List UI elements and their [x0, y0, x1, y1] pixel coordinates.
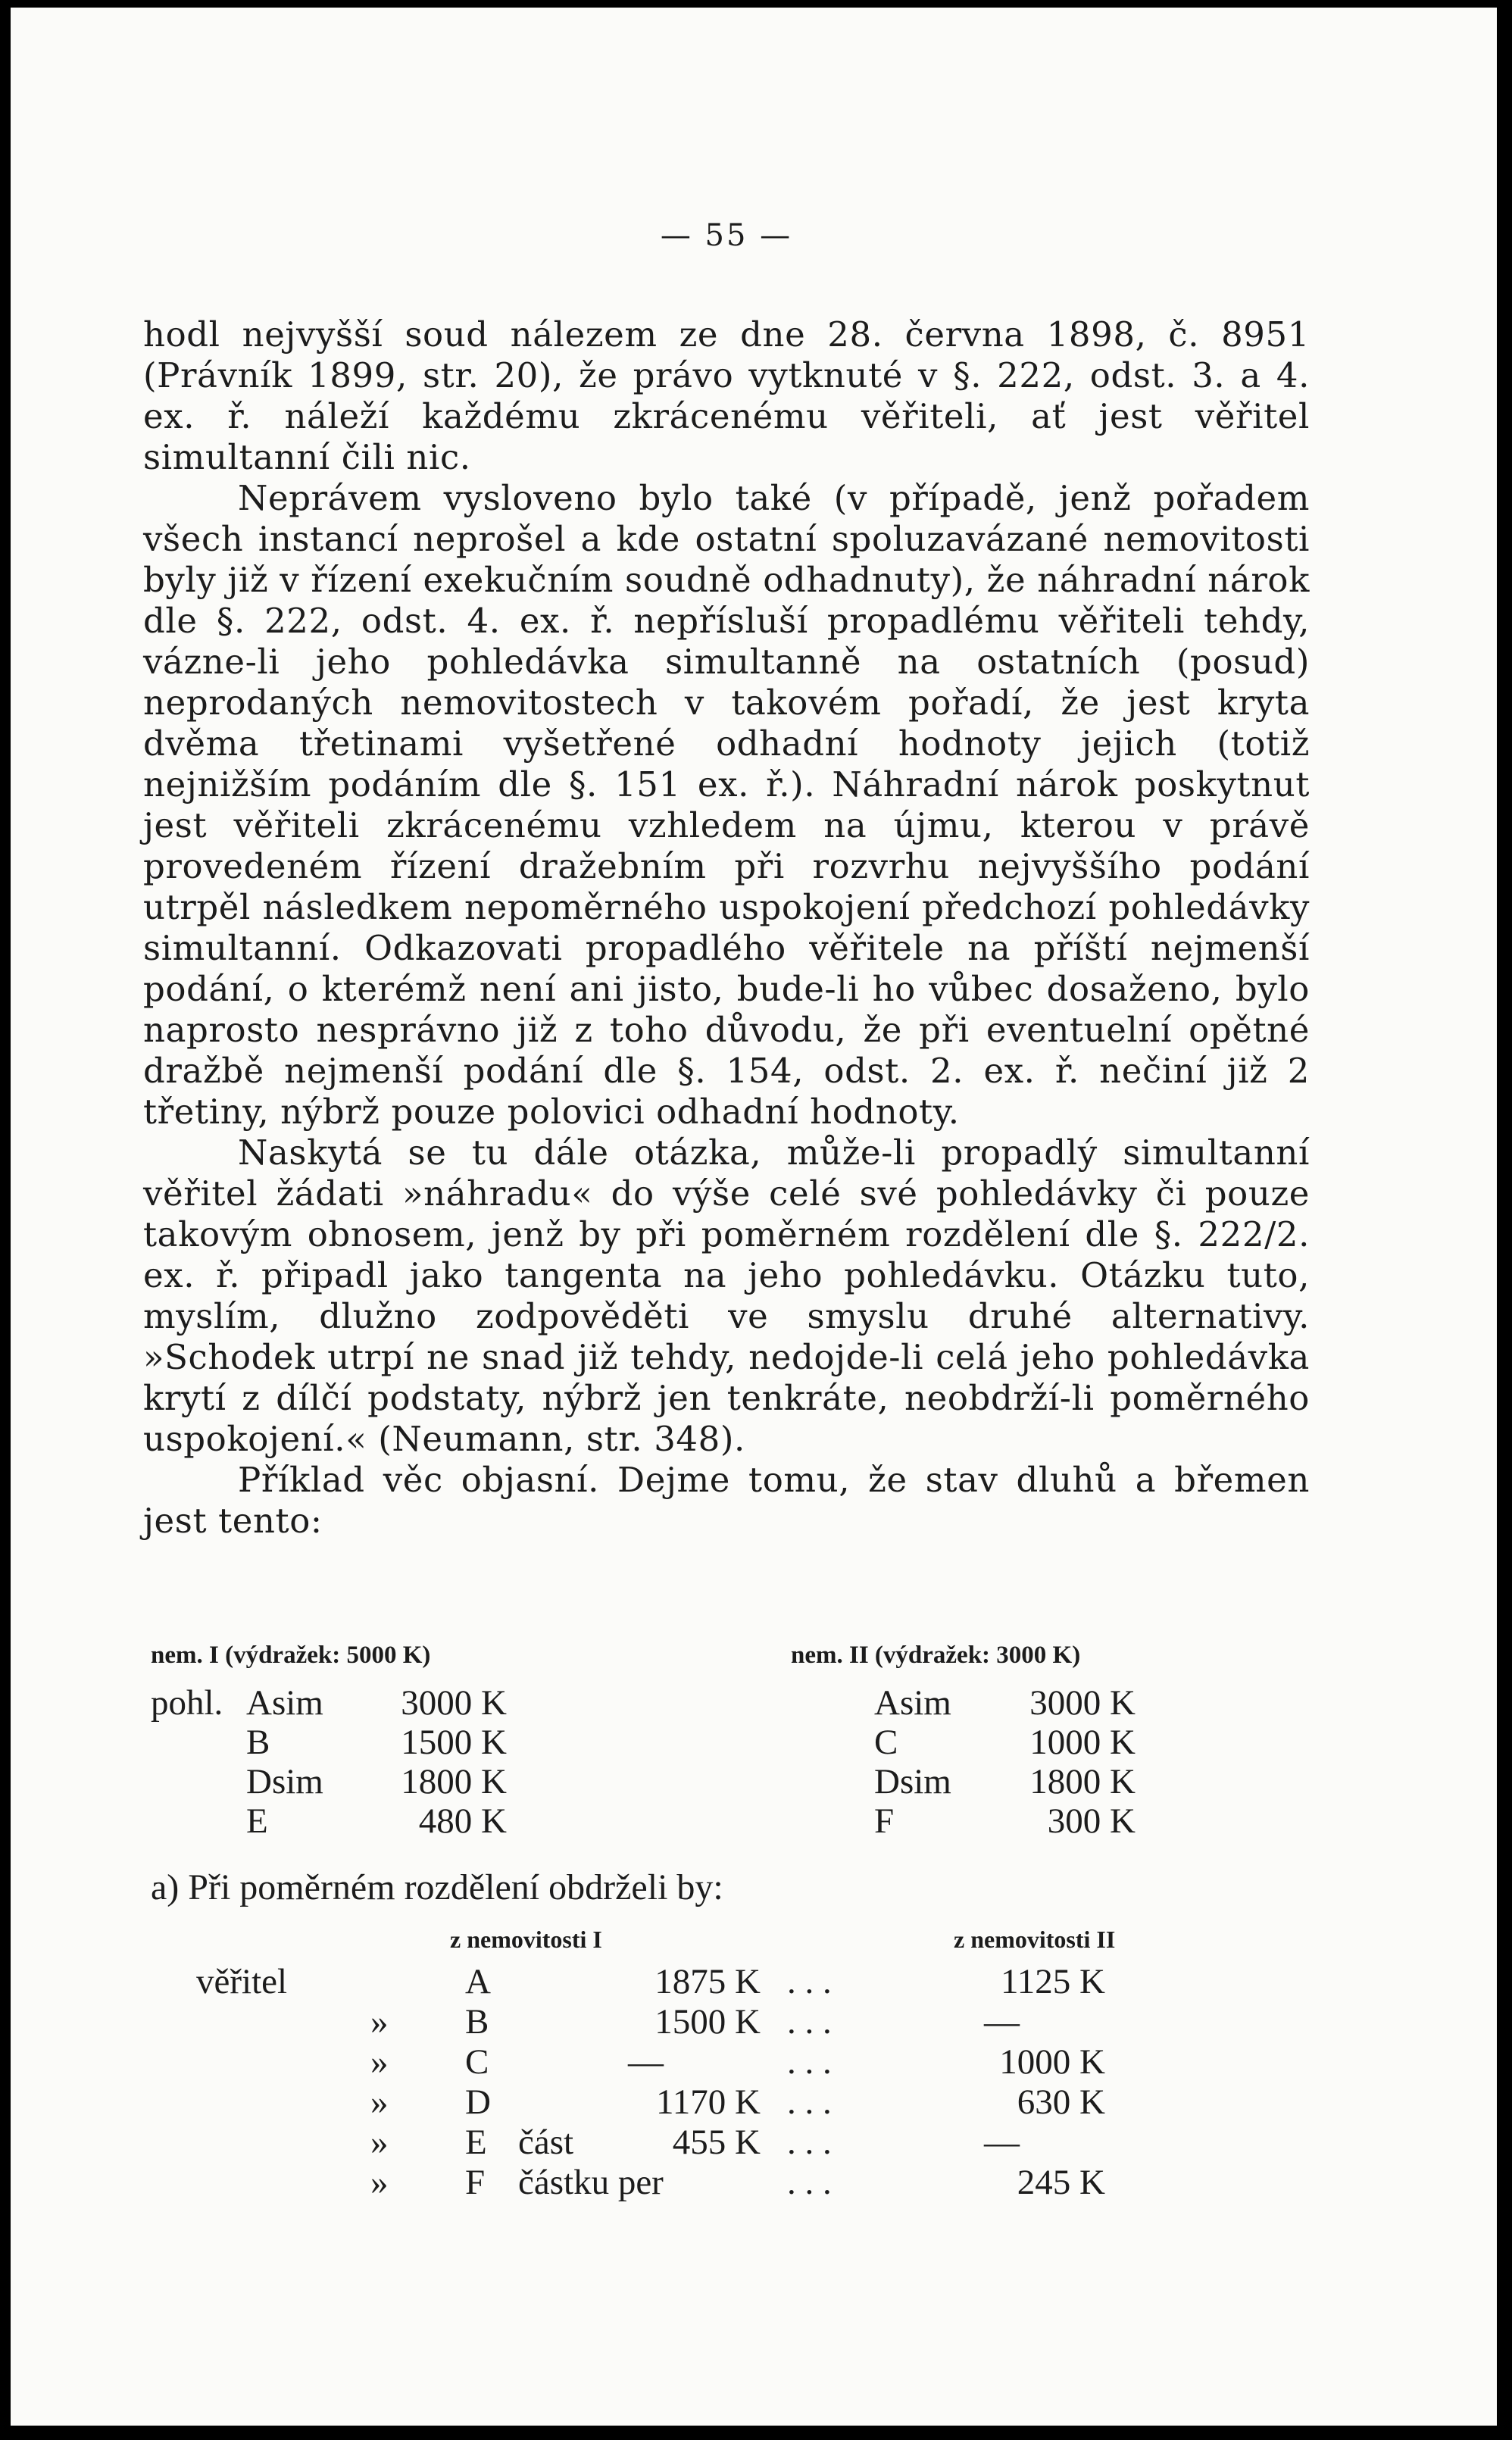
- table1-left-amount-2: 1500 K: [401, 1723, 507, 1762]
- row-e-amount2: —: [984, 2123, 1020, 2162]
- row-d-amount1: 1170 K: [656, 2082, 761, 2122]
- table1-left-name-4: E: [246, 1801, 268, 1841]
- row-b-letter: B: [465, 2002, 489, 2042]
- row-f-amount2: 245 K: [1017, 2163, 1105, 2202]
- table1-right-name-2: C: [874, 1723, 898, 1762]
- table1-left-header: nem. I (výdražek: 5000 K): [151, 1642, 431, 1669]
- row-a-amount2: 1125 K: [1001, 1962, 1105, 2001]
- row-c-prefix: »: [370, 2042, 389, 2082]
- row-b-prefix: »: [370, 2002, 389, 2042]
- row-d-letter: D: [465, 2082, 491, 2122]
- table1-left-amount-1: 3000 K: [401, 1683, 507, 1723]
- table1-left-name-2: B: [246, 1723, 270, 1762]
- paragraph-4: Příklad věc objasní. Dejme tomu, že stav dluhů a břemen jest tento:: [143, 1460, 1310, 1541]
- row-e-note: část: [518, 2123, 574, 2162]
- row-f-letter: F: [465, 2163, 486, 2202]
- row-e-dots: . . .: [787, 2123, 832, 2162]
- row-d-dots: . . .: [787, 2082, 832, 2122]
- row-f-note: částku per: [518, 2163, 664, 2202]
- table1-right-amount-1: 3000 K: [1029, 1683, 1136, 1723]
- table1-left-prefix: pohl.: [151, 1683, 223, 1723]
- table1-left-amount-3: 1800 K: [401, 1762, 507, 1801]
- paragraph-2: Neprávem vysloveno bylo také (v případě, jenž pořadem všech instancí neprošel a kde ostatní spoluzavázané nemovitosti byly již v řízení exekučním soudně odhadnuty), že náhradní nárok dle §. 222, odst. 4. ex. ř. nepřísluší propadlému věřiteli tehdy, vázne-li jeho pohledávka simultanně na ostatních (posud) neprodaných nemovitostech v takovém pořadí, že jest kryta dvěma třetinami vyšetřené odhadní hodnoty jejich (totiž nejnižším podáním dle §. 151 ex. ř.). Náhradní nárok poskytnut jest věřiteli zkrácenému vzhledem na újmu, kterou v právě provedeném řízení dražebním při rozvrhu nejvyššího podání utrpěl následkem nepoměrného uspokojení předchozí pohledávky simultanní. Odkazovati propadlého věřitele na příští nejmenší podání, o kterémž není ani jisto, bude-li ho vůbec dosaženo, bylo naprosto nesprávno již z toho důvodu, že při eventuelní opětné dražbě nejmenší podání dle §. 154, odst. 2. ex. ř. nečiní již 2 třetiny, nýbrž pouze polovici odhadní hodnoty.: [143, 478, 1310, 1132]
- row-a-letter: A: [465, 1962, 491, 2001]
- row-a-dots: . . .: [787, 1962, 832, 2001]
- section-a-title: a) Při poměrném rozdělení obdrželi by:: [151, 1867, 723, 1907]
- row-e-amount1: 455 K: [672, 2123, 761, 2162]
- table1-right-name-4: F: [874, 1801, 895, 1841]
- row-b-amount1: 1500 K: [654, 2002, 761, 2042]
- row-e-letter: E: [465, 2123, 487, 2162]
- paragraph-3: Naskytá se tu dále otázka, může-li propadlý simultanní věřitel žádati »náhradu« do výše celé své pohledávky či pouze takovým obnosem, jenž by při poměrném rozdělení dle §. 222/2. ex. ř. připadl jako tangenta na jeho pohledávku. Otázku tuto, myslím, dlužno zodpověděti ve smyslu druhé alternativy. »Schodek utrpí ne snad již tehdy, nedojde-li celá jeho pohledávka krytí z dílčí podstaty, nýbrž jen tenkráte, neobdrží-li poměrného uspokojení.« (Neumann, str. 348).: [143, 1133, 1310, 1459]
- table1-right-amount-4: 300 K: [1047, 1801, 1136, 1841]
- paragraph-1: hodl nejvyšší soud nálezem ze dne 28. června 1898, č. 8951 (Právník 1899, str. 20), že právo vytknuté v §. 222, odst. 3. a 4. ex. ř. náleží každému zkrácenému věřiteli, ať jest věřitel simultanní čili nic.: [143, 314, 1310, 477]
- row-f-dots: . . .: [787, 2163, 832, 2202]
- section-a-col1-header: z nemovitosti I: [450, 1926, 602, 1953]
- row-c-amount1: —: [628, 2042, 664, 2082]
- table1-right-name-3: Dsim: [874, 1762, 951, 1801]
- body-text: [143, 314, 1310, 1542]
- row-a-amount1: 1875 K: [654, 1962, 761, 2001]
- row-c-letter: C: [465, 2042, 489, 2082]
- table1-right-amount-2: 1000 K: [1029, 1723, 1136, 1762]
- row-d-amount2: 630 K: [1017, 2082, 1105, 2122]
- row-d-prefix: »: [370, 2082, 389, 2122]
- row-a-prefix: věřitel: [196, 1962, 288, 2001]
- table1-right-name-1: Asim: [874, 1683, 951, 1723]
- table1-right-amount-3: 1800 K: [1029, 1762, 1136, 1801]
- row-b-dots: . . .: [787, 2002, 832, 2042]
- page-number: — 55 —: [660, 218, 793, 253]
- row-c-dots: . . .: [787, 2042, 832, 2082]
- table1-left-name-3: Dsim: [246, 1762, 323, 1801]
- section-a-col2-header: z nemovitosti II: [954, 1926, 1116, 1953]
- row-e-prefix: »: [370, 2123, 389, 2162]
- table1-left-name-1: Asim: [246, 1683, 323, 1723]
- table1-right-header: nem. II (výdražek: 3000 K): [791, 1642, 1081, 1669]
- table1-left-amount-4: 480 K: [418, 1801, 507, 1841]
- book-page: [11, 8, 1497, 2426]
- row-f-prefix: »: [370, 2163, 389, 2202]
- row-b-amount2: —: [984, 2002, 1020, 2042]
- row-c-amount2: 1000 K: [999, 2042, 1105, 2082]
